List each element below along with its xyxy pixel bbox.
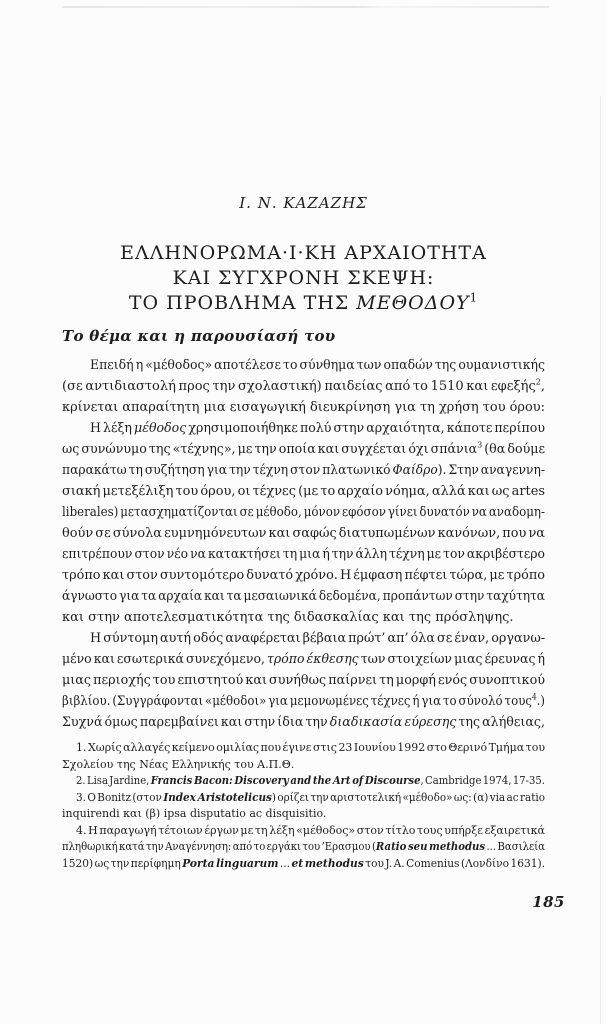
text-segment: Η λέξη bbox=[90, 421, 135, 436]
scan-edge-artifact-top bbox=[62, 6, 549, 8]
text-line bbox=[62, 355, 545, 376]
line-content bbox=[62, 806, 326, 823]
article-title bbox=[0, 241, 607, 316]
text-segment: 4. Η παραγωγή τέτοιων έργων με τη λέξη «μέθοδος» στον τίτλο τους υπήρξε εξαιρετικά bbox=[76, 823, 545, 837]
text-segment: Συχνά όμως παρεμβαίνει και στην ίδια την bbox=[62, 715, 330, 730]
text-segment: et methodus bbox=[291, 856, 364, 870]
section-heading: Το θέμα και η παρουσίασή του bbox=[62, 327, 336, 345]
text-segment: Επειδή η «μέθοδος» αποτέλεσε το σύνθημα των οπαδών της ουμανιστικής bbox=[90, 358, 545, 373]
footnote-line bbox=[62, 856, 545, 873]
text-segment: (θα δούμε bbox=[482, 442, 545, 457]
author-line: Ι. Ν. ΚΑΖΑΖΗΣ bbox=[239, 194, 368, 212]
text-segment: τρόπο έκθεσης bbox=[267, 652, 359, 667]
text-line bbox=[62, 670, 545, 691]
text-segment: άγνωστο για τα αρχαία και τα μεσαιωνικά δεδομένα, προπάντων στην ταχύτητα bbox=[62, 589, 545, 604]
line-content bbox=[62, 460, 545, 481]
text-line bbox=[62, 712, 545, 733]
text-segment: Francis Bacon: Discovery and the Art of Discourse bbox=[150, 774, 421, 787]
text-segment: επιτρέπουν στον νέο να κατακτήσει τη μια ή την άλλη τέχνη με τον ακριβέστερο bbox=[62, 547, 545, 562]
text-segment: σιακή μετεξέλιξη του όρου, οι τέχνες (με το αρχαίο νόημα, αλλά και ως artes bbox=[62, 484, 545, 499]
text-segment: Porta linguarum bbox=[182, 856, 279, 870]
line-content bbox=[76, 773, 545, 790]
text-segment: 1. Χωρίς αλλαγές κείμενο ομιλίας που έγινε στις 23 Ιουνίου 1992 στο Θερινό Τμήμα του bbox=[76, 741, 545, 754]
footnote-line bbox=[62, 773, 545, 790]
text-segment: μιας περιοχής του επιστητού και συνήθως παίρνει τη μορφή ενός συνοπτικού bbox=[62, 673, 545, 688]
footnotes bbox=[62, 740, 545, 872]
text-line bbox=[62, 691, 545, 712]
text-segment: Index Aristotelicus bbox=[163, 790, 272, 804]
line-content bbox=[90, 628, 545, 649]
text-segment: , bbox=[540, 379, 545, 394]
text-segment: Φαίδρο bbox=[392, 463, 438, 478]
footnote bbox=[62, 790, 545, 823]
footnote-reference: 4 bbox=[531, 692, 537, 702]
footnote-line bbox=[62, 757, 545, 774]
text-line bbox=[62, 607, 545, 628]
text-line bbox=[62, 628, 545, 649]
text-segment: της αλήθειας, bbox=[456, 715, 545, 730]
text-segment: ως συνώνυμο της «τέχνης», με την οποία και συγχέεται όχι σπάνια bbox=[62, 442, 478, 457]
text-segment: ) ορίζει την αριστοτελική «μέθοδο» ως: (α) via ac ratio bbox=[271, 790, 545, 804]
line-content bbox=[62, 544, 545, 565]
text-segment: 2. Lisa Jardine, bbox=[76, 774, 151, 787]
line-content bbox=[62, 839, 545, 856]
footnote-reference: 3 bbox=[477, 440, 483, 450]
text-segment: πληθωρική κατά την Αναγέννηση: από το εργάκι του ’Ερασμου ( bbox=[62, 840, 376, 853]
line-content bbox=[62, 523, 545, 544]
text-line bbox=[62, 565, 545, 586]
line-content bbox=[62, 502, 545, 523]
footnote bbox=[62, 773, 545, 790]
text-line bbox=[62, 523, 545, 544]
line-content bbox=[62, 439, 545, 460]
text-segment: ΚΑΙ ΣΥΓΧΡΟΝΗ ΣΚΕΨΗ: bbox=[172, 267, 435, 289]
text-line bbox=[62, 649, 545, 670]
text-segment: Σχολείου της Νέας Ελληνικής του Α.Π.Θ. bbox=[62, 757, 295, 771]
text-segment: .) bbox=[536, 694, 545, 709]
footnote-line bbox=[62, 806, 545, 823]
line-content bbox=[90, 418, 545, 439]
footnote-line bbox=[62, 740, 545, 757]
footnote-line bbox=[62, 823, 545, 840]
line-content bbox=[62, 670, 545, 691]
text-line bbox=[62, 418, 545, 439]
line-content bbox=[76, 790, 545, 807]
line-content bbox=[62, 586, 545, 607]
text-segment: , Cambridge 1974, 17-35. bbox=[420, 774, 545, 787]
text-segment: θούν σε σύνολα ευμνημόνευτων και σαφώς διατυπωμένων κανόνων, που να bbox=[62, 526, 545, 541]
text-segment: κρίνεται απαραίτητη μια εισαγωγική διευκρίνηση για τη χρήση του όρου: bbox=[62, 400, 545, 415]
text-segment: βιβλίου. (Συγγράφονται «μέθοδοι» για μεμονωμένες τέχνες ή για το σύνολό τους bbox=[62, 694, 532, 709]
text-segment: liberales) μετασχηματίζονται σε μέθοδο, μόνον εφόσον γίνει δυνατόν να αναδομη- bbox=[62, 505, 545, 520]
line-content bbox=[62, 565, 545, 586]
text-segment: μένο και εσωτερικά συνεχόμενο, bbox=[62, 652, 268, 667]
text-segment: διαδικασία εύρεσης bbox=[329, 715, 457, 730]
line-content bbox=[62, 481, 545, 502]
text-line bbox=[62, 544, 545, 565]
text-line bbox=[62, 460, 545, 481]
line-content bbox=[62, 649, 545, 670]
line-content bbox=[62, 376, 545, 397]
paragraph bbox=[62, 418, 545, 628]
text-segment: και στην αποτελεσματικότητα της διδασκαλίας και της πρόσληψης. bbox=[62, 610, 514, 625]
paragraph bbox=[62, 628, 545, 733]
footnote-reference: 2 bbox=[535, 377, 541, 387]
line-content bbox=[62, 607, 514, 628]
title-line bbox=[0, 241, 607, 266]
text-line bbox=[62, 502, 545, 523]
body-text bbox=[62, 355, 545, 733]
line-content bbox=[62, 691, 545, 712]
text-segment: χρησιμοποιήθηκε πολύ στην αρχαιότητα, κάποτε περίπου bbox=[186, 421, 545, 436]
page-number: 185 bbox=[532, 893, 565, 911]
footnote-reference: 1 bbox=[469, 290, 479, 305]
footnote-line bbox=[62, 839, 545, 856]
title-line bbox=[0, 266, 607, 291]
text-segment: Ratio seu methodus bbox=[375, 840, 486, 853]
footnote bbox=[62, 740, 545, 773]
text-segment: 1520) ως την περίφημη bbox=[62, 856, 183, 870]
text-segment: τρόπο και στον συντομότερο δυνατό χρόνο. Η έμφαση πέφτει τώρα, με τρόπο bbox=[62, 568, 545, 583]
footnote-line bbox=[62, 790, 545, 807]
text-line bbox=[62, 439, 545, 460]
text-segment: ). Στην αναγεννη- bbox=[437, 463, 545, 478]
line-content bbox=[62, 856, 545, 873]
paragraph bbox=[62, 355, 545, 418]
text-line bbox=[62, 586, 545, 607]
text-segment: των στοιχείων μιας έρευνας ή bbox=[358, 652, 545, 667]
text-line bbox=[62, 376, 545, 397]
line-content bbox=[62, 757, 294, 774]
line-content bbox=[76, 740, 545, 757]
scan-edge-artifact-right bbox=[600, 96, 602, 1024]
text-segment: inquirendi και (β) ipsa disputatio ac disquisitio. bbox=[62, 807, 327, 820]
text-segment: ΕΛΛΗΝΟΡΩΜΑ·Ι·ΚΗ ΑΡΧΑΙΟΤΗΤΑ bbox=[120, 242, 487, 264]
text-segment: ... bbox=[278, 856, 292, 870]
text-line bbox=[62, 481, 545, 502]
line-content bbox=[76, 823, 545, 840]
text-line bbox=[62, 397, 545, 418]
line-content bbox=[62, 712, 545, 733]
line-content bbox=[90, 355, 545, 376]
line-content bbox=[62, 397, 545, 418]
text-segment: ΤΟ ΠΡΟΒΛΗΜΑ ΤΗΣ bbox=[128, 292, 357, 314]
text-segment: του J. A. Comenius (Λονδίνο 1631). bbox=[363, 856, 545, 870]
title-line bbox=[0, 291, 607, 316]
footnote bbox=[62, 823, 545, 873]
text-segment: μέθοδος bbox=[134, 421, 187, 436]
text-segment: παρακάτω τη συζήτηση για την τέχνη στον πλατωνικό bbox=[62, 463, 393, 478]
text-segment: Η σύντομη αυτή οδός αναφέρεται βέβαια πρώτ’ απ’ όλα σε έναν, οργανω- bbox=[90, 631, 545, 646]
text-segment: (σε αντιδιαστολή προς την σχολαστική) παιδείας από το 1510 και εφεξής bbox=[62, 379, 536, 394]
text-segment: ... Βασιλεία bbox=[485, 840, 545, 853]
text-segment: 3. Ο Bonitz (στον bbox=[76, 790, 164, 804]
text-segment: ΜΕΘΟΔΟΥ bbox=[356, 292, 470, 314]
